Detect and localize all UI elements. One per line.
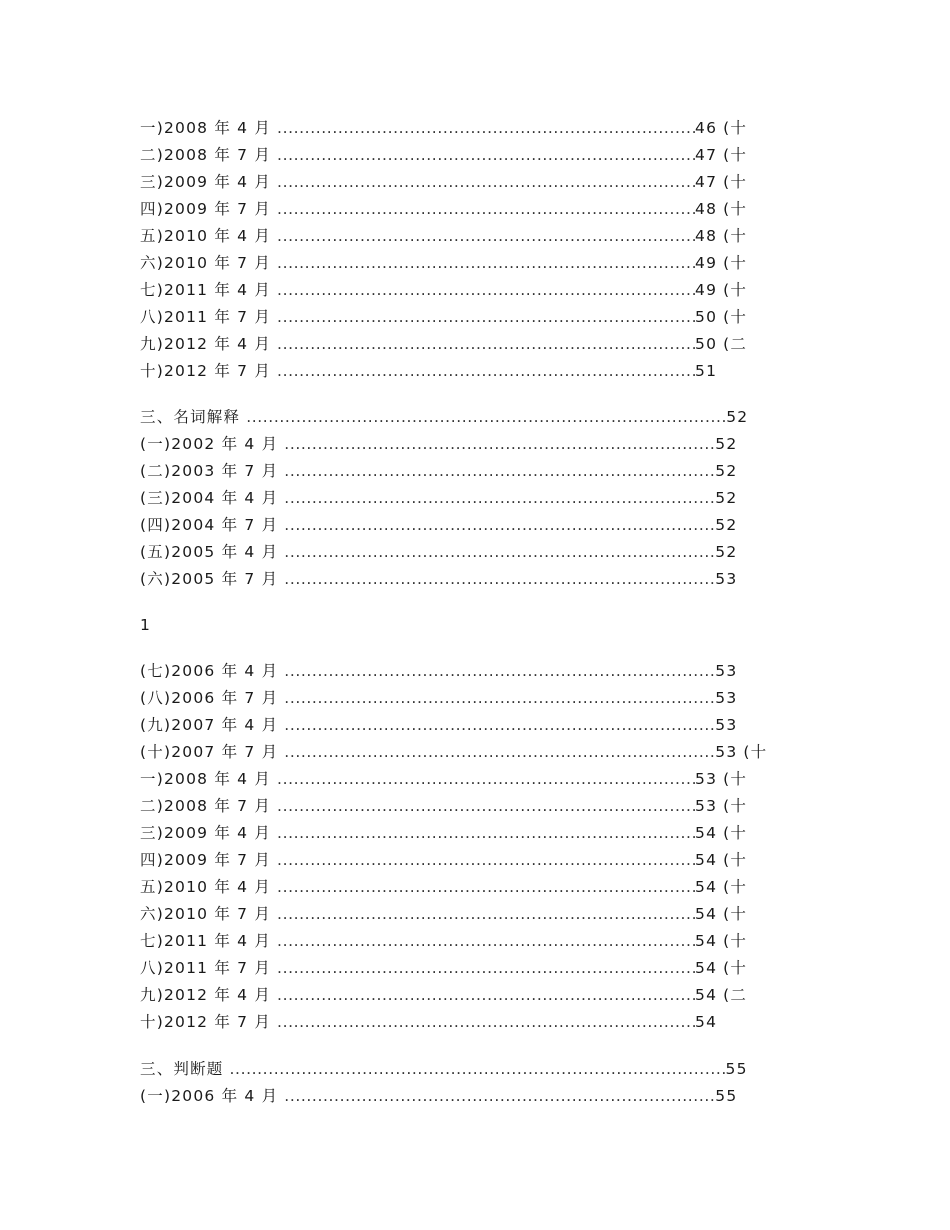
- toc-entry-page: 52: [715, 462, 738, 480]
- leader-dots: [271, 793, 695, 820]
- toc-entry[interactable]: [140, 539, 748, 566]
- toc-entry[interactable]: [140, 1083, 748, 1110]
- toc-entry[interactable]: [140, 712, 767, 739]
- leader-dots: [271, 955, 695, 982]
- toc-entry[interactable]: [140, 512, 748, 539]
- toc-entry-continuation: (十: [723, 959, 748, 977]
- toc-entry-label: 七)2011 年 4 月: [140, 281, 272, 299]
- toc-entry-page: 54: [695, 878, 718, 896]
- toc-entry-continuation: (十: [723, 878, 748, 896]
- toc-section-heading[interactable]: [140, 1056, 748, 1083]
- toc-entry[interactable]: [140, 1009, 767, 1036]
- toc-entry-continuation: (十: [723, 146, 748, 164]
- toc-entry-label: 四)2009 年 7 月: [140, 851, 272, 869]
- toc-entry-page: 52: [715, 516, 738, 534]
- toc-entry[interactable]: [140, 685, 767, 712]
- toc-entry-page: 52: [715, 489, 738, 507]
- toc-entry-label: 十)2012 年 7 月: [140, 1013, 272, 1031]
- toc-entry-label: 十)2012 年 7 月: [140, 362, 272, 380]
- toc-entry-page: 54: [695, 959, 718, 977]
- toc-entry-page: 54: [695, 824, 718, 842]
- leader-dots: [278, 512, 715, 539]
- toc-entry[interactable]: [140, 458, 748, 485]
- toc-entry-page: 53: [715, 689, 738, 707]
- toc-entry-page: 53: [715, 716, 738, 734]
- toc-entry-page: 48: [695, 200, 718, 218]
- leader-dots: [271, 928, 695, 955]
- toc-entry-label: 二)2008 年 7 月: [140, 146, 272, 164]
- toc-entry-page: 47: [695, 173, 718, 191]
- toc-entry-continuation: (十: [723, 824, 748, 842]
- toc-entry-continuation: (二: [723, 986, 748, 1004]
- toc-entry-continuation: [737, 712, 743, 739]
- leader-dots: [271, 358, 695, 385]
- page-number: 1: [140, 616, 151, 634]
- toc-entry-continuation: (十: [723, 173, 748, 191]
- toc-entry-page: 54: [695, 986, 718, 1004]
- toc-entry-page: 51: [695, 362, 718, 380]
- leader-dots: [271, 1009, 695, 1036]
- toc-entry-continuation: (十: [743, 743, 768, 761]
- toc-block-3: [140, 658, 767, 1036]
- toc-block-4: [140, 1056, 748, 1110]
- leader-dots: [278, 712, 715, 739]
- toc-entry[interactable]: [140, 331, 747, 358]
- leader-dots: [271, 250, 695, 277]
- toc-entry-page: 53: [695, 770, 718, 788]
- toc-entry-page: 55: [715, 1087, 738, 1105]
- toc-entry-continuation: (十: [723, 851, 748, 869]
- toc-entry-page: 46: [695, 119, 718, 137]
- leader-dots: [240, 404, 726, 431]
- toc-entry-page: 52: [715, 543, 738, 561]
- toc-entry-page: 53: [715, 743, 738, 761]
- leader-dots: [271, 901, 695, 928]
- toc-entry[interactable]: [140, 142, 747, 169]
- toc-entry[interactable]: [140, 431, 748, 458]
- toc-entry-continuation: (十: [723, 227, 748, 245]
- toc-entry-label: 七)2011 年 4 月: [140, 932, 272, 950]
- toc-entry[interactable]: [140, 196, 747, 223]
- toc-entry-continuation: (十: [723, 797, 748, 815]
- toc-entry[interactable]: [140, 739, 767, 766]
- toc-entry-label: 三、名词解释: [140, 408, 241, 426]
- leader-dots: [271, 874, 695, 901]
- toc-entry-label: 三)2009 年 4 月: [140, 824, 272, 842]
- toc-entry-continuation: (十: [723, 254, 748, 272]
- toc-entry-label: 九)2012 年 4 月: [140, 986, 272, 1004]
- toc-entry-label: 八)2011 年 7 月: [140, 959, 272, 977]
- leader-dots: [271, 766, 695, 793]
- toc-entry-continuation: (十: [723, 200, 748, 218]
- toc-entry-continuation: (十: [723, 308, 748, 326]
- toc-entry-page: 54: [695, 932, 718, 950]
- toc-entry-continuation: (二: [723, 335, 748, 353]
- leader-dots: [278, 685, 715, 712]
- toc-entry[interactable]: [140, 277, 747, 304]
- toc-entry-page: 49: [695, 254, 718, 272]
- leader-dots: [224, 1056, 726, 1083]
- leader-dots: [271, 169, 695, 196]
- leader-dots: [271, 115, 695, 142]
- toc-entry[interactable]: [140, 901, 767, 928]
- toc-entry-label: 一)2008 年 4 月: [140, 119, 272, 137]
- toc-block-1: [140, 115, 747, 385]
- toc-entry-page: 47: [695, 146, 718, 164]
- toc-entry-page: 48: [695, 227, 718, 245]
- leader-dots: [271, 331, 695, 358]
- toc-entry-continuation: [717, 358, 723, 385]
- leader-dots: [278, 431, 715, 458]
- toc-entry-label: 三、判断题: [140, 1060, 224, 1078]
- toc-block-2: [140, 404, 748, 593]
- leader-dots: [271, 304, 695, 331]
- toc-entry-label: 三)2009 年 4 月: [140, 173, 272, 191]
- toc-entry-continuation: (十: [723, 905, 748, 923]
- leader-dots: [271, 820, 695, 847]
- toc-entry-label: 二)2008 年 7 月: [140, 797, 272, 815]
- toc-entry-label: (一)2006 年 4 月: [140, 1087, 279, 1105]
- toc-entry-page: 55: [725, 1060, 748, 1078]
- toc-entry-continuation: (十: [723, 119, 748, 137]
- toc-entry[interactable]: [140, 982, 767, 1009]
- toc-entry-label: (九)2007 年 4 月: [140, 716, 279, 734]
- toc-entry[interactable]: [140, 169, 747, 196]
- toc-entry[interactable]: [140, 250, 747, 277]
- toc-entry-label: (四)2004 年 7 月: [140, 516, 279, 534]
- toc-entry[interactable]: [140, 566, 748, 593]
- toc-entry-label: (十)2007 年 7 月: [140, 743, 279, 761]
- toc-entry-page: 52: [726, 408, 749, 426]
- toc-entry-continuation: [717, 1009, 723, 1036]
- leader-dots: [278, 566, 715, 593]
- toc-entry-label: (二)2003 年 7 月: [140, 462, 279, 480]
- toc-entry-page: 53: [715, 662, 738, 680]
- toc-entry-page: 54: [695, 1013, 718, 1031]
- toc-entry-page: 50: [695, 335, 718, 353]
- toc-entry-continuation: (十: [723, 281, 748, 299]
- toc-section-heading[interactable]: [140, 404, 748, 431]
- leader-dots: [271, 847, 695, 874]
- toc-entry[interactable]: [140, 485, 748, 512]
- toc-entry-label: 九)2012 年 4 月: [140, 335, 272, 353]
- toc-entry-label: (三)2004 年 4 月: [140, 489, 279, 507]
- toc-entry[interactable]: [140, 955, 767, 982]
- leader-dots: [271, 277, 695, 304]
- toc-entry-page: 53: [695, 797, 718, 815]
- leader-dots: [278, 458, 715, 485]
- toc-entry-label: 六)2010 年 7 月: [140, 254, 272, 272]
- toc-entry[interactable]: [140, 766, 767, 793]
- toc-entry[interactable]: [140, 223, 747, 250]
- toc-entry-page: 50: [695, 308, 718, 326]
- leader-dots: [271, 196, 695, 223]
- toc-entry-page: 54: [695, 851, 718, 869]
- toc-entry-label: 五)2010 年 4 月: [140, 227, 272, 245]
- leader-dots: [278, 658, 715, 685]
- toc-entry[interactable]: [140, 358, 747, 385]
- toc-entry[interactable]: [140, 793, 767, 820]
- leader-dots: [271, 223, 695, 250]
- toc-entry-continuation: [737, 658, 743, 685]
- toc-entry-page: 49: [695, 281, 718, 299]
- toc-entry[interactable]: [140, 874, 767, 901]
- leader-dots: [278, 539, 715, 566]
- toc-entry-label: 八)2011 年 7 月: [140, 308, 272, 326]
- leader-dots: [278, 1083, 715, 1110]
- toc-entry[interactable]: [140, 658, 767, 685]
- toc-entry-label: (八)2006 年 7 月: [140, 689, 279, 707]
- toc-entry[interactable]: [140, 847, 767, 874]
- toc-entry-label: (六)2005 年 7 月: [140, 570, 279, 588]
- leader-dots: [271, 982, 695, 1009]
- toc-entry-continuation: (十: [723, 932, 748, 950]
- toc-entry-label: (七)2006 年 4 月: [140, 662, 279, 680]
- toc-entry-label: (一)2002 年 4 月: [140, 435, 279, 453]
- toc-entry-label: 一)2008 年 4 月: [140, 770, 272, 788]
- toc-entry-page: 52: [715, 435, 738, 453]
- toc-entry-page: 54: [695, 905, 718, 923]
- toc-entry-label: 五)2010 年 4 月: [140, 878, 272, 896]
- toc-entry-label: (五)2005 年 4 月: [140, 543, 279, 561]
- toc-entry[interactable]: [140, 115, 747, 142]
- leader-dots: [278, 739, 715, 766]
- leader-dots: [271, 142, 695, 169]
- toc-entry-page: 53: [715, 570, 738, 588]
- toc-entry[interactable]: [140, 820, 767, 847]
- leader-dots: [278, 485, 715, 512]
- toc-entry-continuation: [737, 685, 743, 712]
- toc-entry-label: 六)2010 年 7 月: [140, 905, 272, 923]
- toc-entry-label: 四)2009 年 7 月: [140, 200, 272, 218]
- toc-entry[interactable]: [140, 928, 767, 955]
- toc-entry-continuation: (十: [723, 770, 748, 788]
- toc-entry[interactable]: [140, 304, 747, 331]
